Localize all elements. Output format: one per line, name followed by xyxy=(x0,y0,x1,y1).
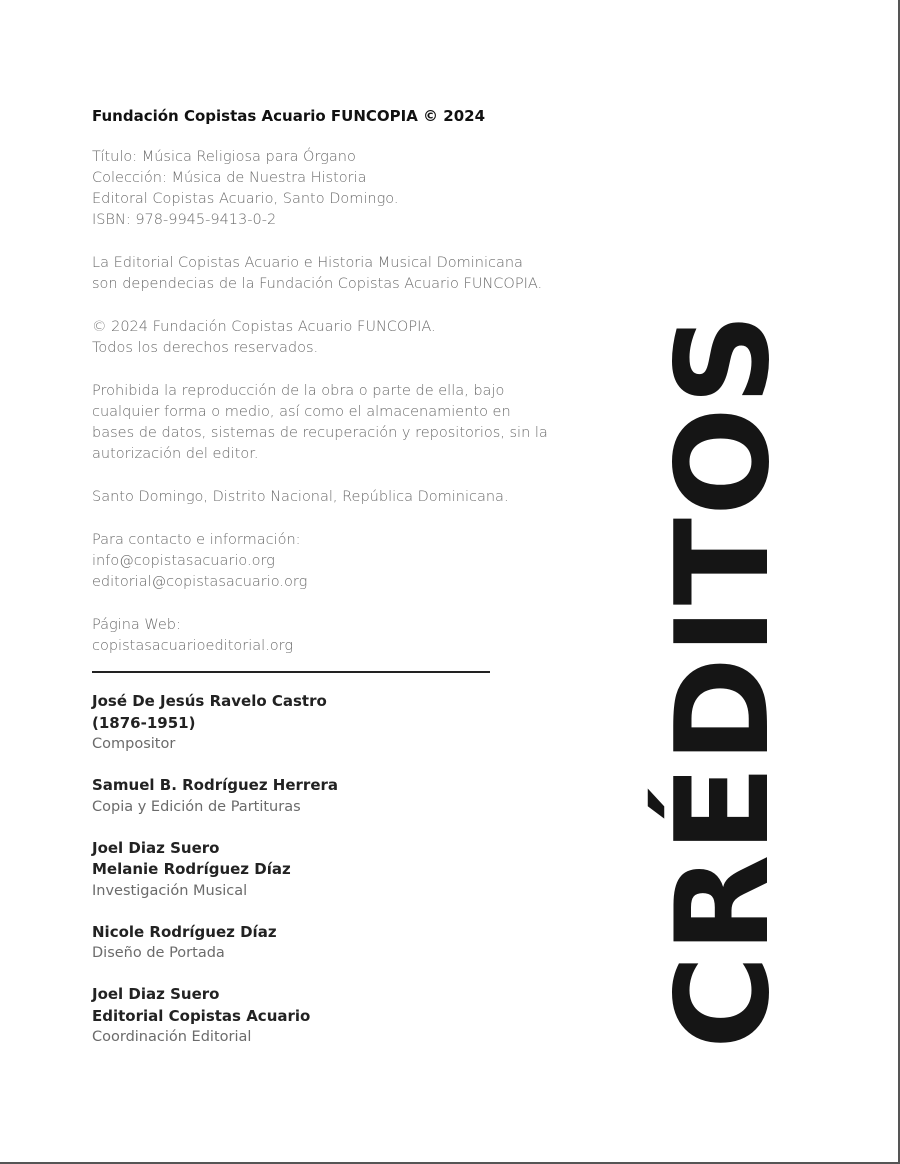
credit-copyist xyxy=(92,775,592,818)
credit-role: Diseño de Portada xyxy=(92,945,225,961)
publication-info xyxy=(92,147,592,231)
divider xyxy=(92,671,490,673)
credit-name: Nicole Rodríguez Díaz xyxy=(92,922,277,941)
credit-name: Melanie Rodríguez Díaz xyxy=(92,860,291,878)
website-link[interactable]: copistasacuarioeditorial.org xyxy=(92,638,294,654)
credit-name: Joel Diaz Suero xyxy=(92,985,220,1003)
dependencies-line: La Editorial Copistas Acuario e Historia Musical Dominicana xyxy=(92,255,523,271)
foundation-heading: Fundación Copistas Acuario FUNCOPIA © 2024 xyxy=(92,107,486,125)
isbn-line: ISBN: 978-9945-9413-0-2 xyxy=(92,212,277,228)
credit-coordination xyxy=(92,984,592,1048)
website-info xyxy=(92,615,592,657)
collection-line: Colección: Música de Nuestra Historia xyxy=(92,170,367,186)
website-label: Página Web: xyxy=(92,617,181,633)
editorial-email[interactable]: editorial@copistasacuario.org xyxy=(92,574,308,590)
credit-cover-design xyxy=(92,922,592,965)
content-column xyxy=(92,106,592,1068)
credit-composer xyxy=(92,691,592,755)
notice-line: Prohibida la reproducción de la obra o parte de ella, bajo xyxy=(92,383,505,399)
info-email[interactable]: info@copistasacuario.org xyxy=(92,553,275,569)
dependencies-line: son dependecias de la Fundación Copistas Acuario FUNCOPIA. xyxy=(92,276,543,292)
side-title: CRÉDITOS xyxy=(649,310,798,1050)
credit-name: Editorial Copistas Acuario xyxy=(92,1006,311,1025)
contact-label: Para contacto e información: xyxy=(92,532,301,548)
copyright-note xyxy=(92,317,592,359)
notice-line: autorización del editor. xyxy=(92,446,259,462)
credit-role: Copia y Edición de Partituras xyxy=(92,798,301,815)
credit-role: Coordinación Editorial xyxy=(92,1029,252,1045)
credit-role: Compositor xyxy=(92,736,176,752)
credit-name: Samuel B. Rodríguez Herrera xyxy=(92,776,339,794)
location-note xyxy=(92,487,592,508)
contact-info xyxy=(92,530,592,593)
location-line: Santo Domingo, Distrito Nacional, República Dominicana. xyxy=(92,489,509,505)
dependencies-note xyxy=(92,253,592,295)
credit-name: José De Jesús Ravelo Castro xyxy=(92,692,327,710)
credit-research xyxy=(92,838,592,902)
credit-role: Investigación Musical xyxy=(92,882,248,899)
notice-line: bases de datos, sistemas de recuperación y repositorios, sin la xyxy=(92,425,548,441)
credit-name: Joel Diaz Suero xyxy=(92,838,220,857)
title-line: Título: Música Religiosa para Órgano xyxy=(92,149,356,165)
reproduction-notice xyxy=(92,381,592,465)
copyright-line: © 2024 Fundación Copistas Acuario FUNCOPIA. xyxy=(92,319,436,335)
credit-name: (1876-1951) xyxy=(92,713,196,732)
publisher-line: Editoral Copistas Acuario, Santo Domingo. xyxy=(92,191,399,207)
notice-line: cualquier forma o medio, así como el almacenamiento en xyxy=(92,404,511,420)
rights-line: Todos los derechos reservados. xyxy=(92,340,319,356)
